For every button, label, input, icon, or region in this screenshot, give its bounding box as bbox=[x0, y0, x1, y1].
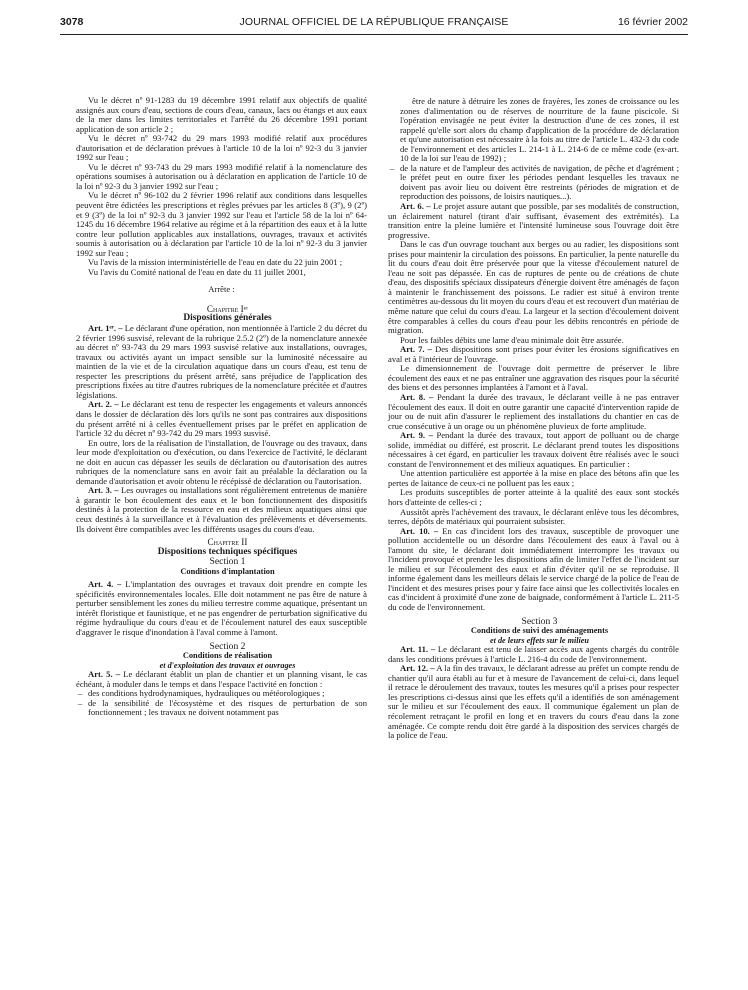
visa-paragraph: Vu l'avis de la mission interministérielle de l'eau en date du 22 juin 2001 ; bbox=[88, 257, 343, 268]
list-item: – des conditions hydrodynamiques, hydrauliques ou météorologiques ; bbox=[76, 689, 367, 699]
article-5 bbox=[76, 670, 367, 689]
article-label: Art. 4. – bbox=[88, 579, 122, 590]
left-column bbox=[76, 96, 367, 718]
article-8 bbox=[388, 393, 679, 431]
header-rule bbox=[60, 34, 688, 35]
chapter-1-label: Chapitre Iᵉʳ bbox=[206, 303, 249, 314]
publication-date: 16 février 2002 bbox=[617, 16, 688, 28]
article-label: Art. 6. – bbox=[400, 201, 431, 212]
article-label: Art. 9. – bbox=[400, 430, 433, 441]
article-text: Des dispositions sont prises pour éviter les érosions significatives en aval et à l'intérieur de l'ouvrage. bbox=[388, 344, 679, 364]
section-1-label: Section 1 bbox=[209, 556, 246, 568]
journal-title: JOURNAL OFFICIEL DE LA RÉPUBLIQUE FRANÇAISE bbox=[239, 16, 509, 28]
article-6-paragraph: Dans le cas d'un ouvrage touchant aux berges ou au radier, les dispositions sont prises pour maintenir la circulation des poissons. En particulier, la pente naturelle du lit du cours d'eau doit être préservée pour que la vitesse d'écoulement naturel de l'eau ne soit pas dépassée. En cas de ruptures de pente ou de créations de chute d'eau, des dispositifs spéciaux dissipateurs d'énergie doivent être aménagés de façon à maintenir le franchissement des poissons. Le radier est situé à environ trente centimètres au-dessous du lit moyen du cours d'eau et est recouvert d'un matériau de même nature que celui du cours d'eau. La largeur et la section d'écoulement doivent être comparables à celles du cours d'eau pour les débits rencontrés en période de migration. bbox=[388, 239, 679, 336]
article-5-list-continued bbox=[388, 164, 679, 202]
article-text: Pendant la durée des travaux, tout apport de polluant ou de charge solide, immédiat ou différé, est proscrit. Le déclarant prend toutes les dispositions nécessaires à cet égard, en particulier les travaux doivent être réalisés avec le souci constant de l'environnement et des milieux aquatiques. En particulier : bbox=[388, 430, 679, 469]
article-9-paragraph: Une attention particulière est apportée à la mise en place des bétons afin que les pertes de laitance de ceux-ci ne polluent pas les eaux ; bbox=[388, 468, 679, 488]
page-header bbox=[60, 16, 688, 32]
continued-list-item: être de nature à détruire les zones de frayères, les zones de croissance ou les zones d'alimentation ou de réserves de nourriture de la faune piscicole. Si l'opération envisagée ne peut éviter la destruction d'une de ces zones, il est rappelé qu'elle sort alors du champ d'application de la procédure de déclaration et qu'une autorisation est nécessaire à la fois au titre de l'article L. 432-3 du code de l'environnement et des articles L. 214-1 à L. 214-6 de ce même code (ex-art. 10 de la loi sur l'eau de 1992) ; bbox=[400, 96, 679, 164]
section-3-subtitle: et de leurs effets sur le milieu bbox=[489, 635, 589, 645]
visa-paragraph: Vu le décret nº 93-742 du 29 mars 1993 modifié relatif aux procédures d'autorisation et de déclaration prévues à l'article 10 de la loi nº 92-3 du 3 janvier 1992 sur l'eau ; bbox=[76, 133, 367, 163]
chapter-1-title: Dispositions générales bbox=[183, 313, 272, 324]
article-11 bbox=[388, 645, 679, 664]
article-label: Art. 3. – bbox=[88, 485, 119, 496]
list-item: – de la nature et de l'ampleur des activités de navigation, de pêche et d'agrément ; le préfet peut en outre fixer les périodes pendant lesquelles les travaux ne doivent pas avoir lieu ou doivent être restreints (périodes de migration et de reproduction des poissons, de loisirs nautiques...). bbox=[388, 164, 679, 202]
section-3-label: Section 3 bbox=[521, 615, 558, 627]
visa-paragraph: Vu le décret nº 91-1283 du 19 décembre 1991 relatif aux objectifs de qualité assignés aux cours d'eau, sections de cours d'eau, canaux, lacs ou étangs et aux eaux de la mer dans les limites territoriales et l'arrêté du 26 décembre 1991 portant application de son article 2 ; bbox=[76, 95, 367, 134]
article-9-paragraph: Aussitôt après l'achèvement des travaux, le déclarant enlève tous les décombres, terres, dépôts de matériaux qui pourraient subsister. bbox=[388, 506, 679, 527]
section-1-title: Conditions d'implantation bbox=[180, 566, 275, 576]
section-2-subtitle: et d'exploitation des travaux et ouvrages bbox=[159, 660, 296, 670]
article-label: Art. 8. – bbox=[400, 391, 434, 402]
chapter-2-title: Dispositions techniques spécifiques bbox=[157, 546, 298, 557]
visa-paragraph: Vu le décret nº 93-743 du 29 mars 1993 modifié relatif à la nomenclature des opérations soumises à autorisation ou à déclaration en application de l'article 10 de la loi nº 92-3 du 3 janvier 1992 sur l'eau ; bbox=[76, 161, 367, 191]
article-7 bbox=[388, 345, 679, 364]
article-text: En cas d'incident lors des travaux, susceptible de provoquer une pollution accidentelle ou un désordre dans l'écoulement des eaux à l'aval ou à l'amont du site, le déclarant doit immédiatement interrompre les travaux ou l'incident provoqué et prendre les dispositions afin de limiter l'effet de l'incident sur le milieu et sur l'écoulement des eaux et afin d'éviter qu'il ne se reproduise. Il informe également dans les meilleurs délais le service chargé de la police de l'eau de l'incident et des mesures prises pour y faire face ainsi que les collectivités locales en cas d'incident à proximité d'une zone de baignade, conformément à l'article L. 211-5 du code de l'environnement. bbox=[388, 525, 679, 612]
visa-paragraph: Vu le décret nº 96-102 du 2 février 1996 relatif aux conditions dans lesquelles peuvent être édictées les prescriptions et règles prévues par les articles 8 (3º), 9 (2º) et 9 (3º) de la loi nº 92-3 du 3 janvier 1992 sur l'eau et l'article 58 de la loi nº 64-1245 du 16 décembre 1964 relative au régime et à la répartition des eaux et à la lutte contre leur pollution applicables aux installations, ouvrages, travaux et activités soumis à autorisation ou à déclaration par l'article 10 de la loi nº 92-3 du 3 janvier 1992 sur l'eau ; bbox=[76, 190, 367, 258]
article-text: Le déclarant établit un plan de chantier et un planning visant, le cas échéant, à moduler dans le temps et dans l'espace l'activité en fonction : bbox=[76, 669, 367, 689]
article-label: Art. 1ᵉʳ. – bbox=[88, 323, 123, 334]
article-2 bbox=[76, 400, 367, 438]
article-label: Art. 2. – bbox=[88, 399, 119, 410]
article-text: L'implantation des ouvrages et travaux doit prendre en compte les spécificités environnementales locales. Elle doit notamment ne pas être de nature à perturber sensiblement les zones du milieu terrestre comme aquatique, présentant un intérêt floristique et faunistique, et ne pas engendrer de perturbation significative du régime hydraulique du cours d'eau et de l'écoulement naturel des eaux susceptible d'aggraver le risque d'inondation à l'aval comme à l'amont. bbox=[76, 579, 367, 637]
article-text: Le projet assure autant que possible, par ses modalités de construction, un éclairement naturel (tirant d'air suffisant, évasement des extrémités). La transition entre la pleine lumière et l'intensité lumineuse sous l'ouvrage doit être progressive. bbox=[388, 201, 679, 240]
section-2-title: Conditions de réalisation bbox=[182, 651, 273, 661]
article-label: Art. 12. – bbox=[400, 663, 435, 674]
visa-paragraph: Vu l'avis du Comité national de l'eau en date du 11 juillet 2001, bbox=[88, 266, 306, 277]
article-text: Le déclarant d'une opération, non mentionnée à l'article 2 du décret du 2 février 1996 susvisé, relevant de la rubrique 2.5.2 (2º) de la nomenclature annexée au décret nº 93-743 du 29 mars 1993 susvisé relative aux installations, ouvrages, travaux ou activités ayant un impact sensible sur la luminosité nécessaire au maintien de la vie et de la circulation aquatique dans un cours d'eau, est tenu de respecter les prescriptions du présent arrêté, sans préjudice de l'application des prescriptions fixées au titre d'autres rubriques de la nomenclature précitée et d'autres législations. bbox=[76, 323, 367, 400]
article-text: Pendant la durée des travaux, le déclarant veille à ne pas entraver l'écoulement des eaux. Il doit en outre garantir une capacité d'intervention rapide de jour ou de nuit afin d'assurer le repliement des installations du chantier en cas de crue consécutive à un orage ou un phénomène pluvieux de forte amplitude. bbox=[388, 391, 680, 431]
article-text: Les ouvrages ou installations sont régulièrement entretenus de manière à garantir le bon écoulement des eaux et le bon fonctionnement des dispositifs destinés à la protection de la ressource en eau et des milieux aquatiques ainsi que ceux destinés à la surveillance et à l'évaluation des prélèvements et déversements. Ils doivent être compatibles avec les différents usages du cours d'eau. bbox=[76, 485, 367, 534]
right-column bbox=[388, 97, 679, 741]
article-12 bbox=[388, 664, 679, 740]
article-9-paragraph: Les produits susceptibles de porter atteinte à la qualité des eaux sont stockés hors d'atteinte de celles-ci ; bbox=[388, 487, 679, 507]
page-number: 3078 bbox=[60, 16, 84, 28]
article-9 bbox=[388, 431, 679, 469]
article-label: Art. 5. – bbox=[88, 669, 121, 680]
article-4 bbox=[76, 580, 367, 637]
article-6-paragraph: Pour les faibles débits une lame d'eau minimale doit être assurée. bbox=[400, 334, 624, 345]
article-10 bbox=[388, 527, 679, 613]
article-6 bbox=[388, 202, 679, 240]
article-label: Art. 10. – bbox=[400, 525, 439, 536]
article-label: Art. 7. – bbox=[400, 344, 432, 355]
article-text: A la fin des travaux, le déclarant adresse au préfet un compte rendu de chantier qu'il aura établi au fur et à mesure de l'avancement de celui-ci, dans lequel il retrace le déroulement des travaux, toutes les mesures qu'il a prises pour respecter les prescriptions ci-dessus ainsi que les effets qu'il a identifiés de son aménagement sur le milieu et sur l'écoulement des eaux. Il communique également un plan de récolement retraçant le profil en long et en travers du cours d'eau dans la zone aménagée. Ce compte rendu doit être gardé à la disposition des services chargés de la police de l'eau. bbox=[388, 663, 679, 741]
article-2-paragraph: En outre, lors de la réalisation de l'installation, de l'ouvrage ou des travaux, dans leur mode d'exploitation ou d'exécution, ou dans l'exercice de l'activité, le déclarant ne doit en aucun cas dépasser les seuils de déclaration ou d'autorisation des autres rubriques de la nomenclature sans en avoir fait au préalable la déclaration ou la demande d'autorisation et avoir obtenu le récépissé de déclaration ou l'autorisation. bbox=[76, 437, 367, 486]
section-3-title: Conditions de suivi des aménagements bbox=[470, 626, 609, 636]
article-text: Le déclarant est tenu de respecter les engagements et valeurs annoncés dans le dossier de déclaration dès lors qu'ils ne sont pas contraires aux dispositions du présent arrêté ni à celles éventuellement prises par le préfet en application de l'article 32 du décret nº 93-742 du 29 mars 1993 susvisé. bbox=[76, 399, 367, 439]
article-3 bbox=[76, 486, 367, 534]
arrete-heading: Arrête : bbox=[208, 284, 235, 295]
article-5-list bbox=[76, 689, 367, 718]
article-7-paragraph: Le dimensionnement de l'ouvrage doit permettre de préserver le libre écoulement des eaux et ne pas entraîner une aggravation des risques pour la sécurité des biens et des personnes implantées à l'amont et à l'aval. bbox=[388, 363, 679, 393]
list-item: – de la sensibilité de l'écosystème et des risques de perturbation de son fonctionnement ; les travaux ne doivent notamment pas bbox=[76, 699, 367, 718]
section-2-label: Section 2 bbox=[209, 640, 246, 652]
article-text: Le déclarant est tenu de laisser accès aux agents chargés du contrôle dans les conditions prévues à l'article L. 216-4 du code de l'environnement. bbox=[388, 644, 679, 664]
chapter-2-label: Chapitre II bbox=[207, 537, 248, 548]
article-label: Art. 11. – bbox=[400, 644, 436, 655]
article-1 bbox=[76, 324, 367, 400]
